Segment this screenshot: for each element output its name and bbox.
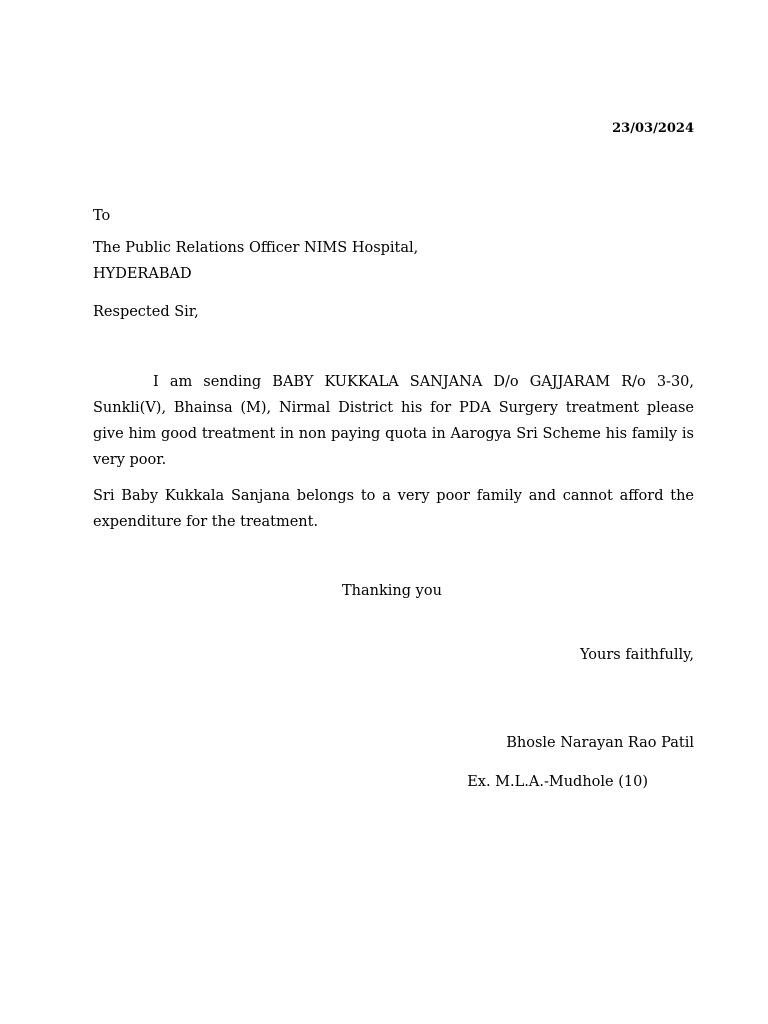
recipient-line-2: HYDERABAD bbox=[93, 266, 192, 282]
body-paragraph-2: Sri Baby Kukkala Sanjana belongs to a very poor family and cannot afford the expenditure for the treatment. bbox=[93, 488, 694, 530]
signer-designation: Ex. M.L.A.-Mudhole (10) bbox=[467, 774, 648, 790]
letter-date: 23/03/2024 bbox=[612, 121, 694, 136]
signer-name: Bhosle Narayan Rao Patil bbox=[506, 735, 694, 751]
recipient-to: To bbox=[93, 208, 111, 224]
closing-line: Yours faithfully, bbox=[579, 647, 694, 663]
salutation: Respected Sir, bbox=[93, 304, 199, 320]
thanks-line: Thanking you bbox=[342, 583, 442, 599]
body-paragraph-1: I am sending BABY KUKKALA SANJANA D/o GAJJARAM R/o 3-30, Sunkli(V), Bhainsa (M), Nirmal District his for PDA Surgery treatment please give him good treatment in non paying quota in Aarogya Sri Scheme his family is very poor. bbox=[93, 374, 694, 468]
recipient-line-1: The Public Relations Officer NIMS Hospital, bbox=[93, 240, 419, 256]
